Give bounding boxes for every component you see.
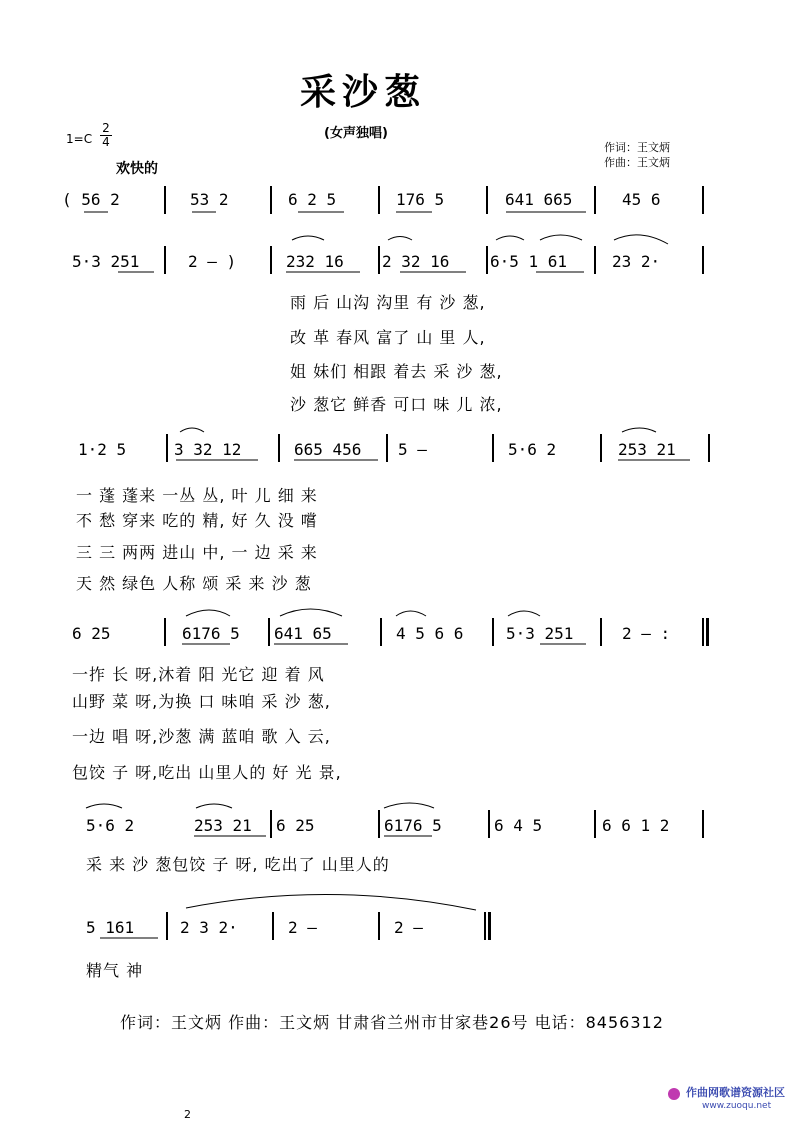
measure: 5·6 2 xyxy=(508,440,557,459)
lyric-line: 山野 菜 呀,为换 口 味咱 采 沙 葱, xyxy=(72,692,331,711)
lyric-line: 天 然 绿色 人称 颂 采 来 沙 葱 xyxy=(76,574,312,593)
measure: 5·6 2 xyxy=(86,816,135,835)
barline xyxy=(166,912,168,940)
measure: 641 665 xyxy=(505,190,573,209)
measure: 23 2· xyxy=(612,252,661,271)
measure: 2 – xyxy=(394,918,423,937)
measure: 6 25 xyxy=(276,816,315,835)
end-repeat-barline xyxy=(706,618,709,646)
watermark-url: www.zuoqu.net xyxy=(702,1101,772,1111)
barline xyxy=(378,246,380,274)
measure: 6 2 5 xyxy=(288,190,337,209)
time-signature-bottom: 4 xyxy=(100,135,112,149)
measure: 5 161 xyxy=(86,918,135,937)
barline xyxy=(594,186,596,214)
watermark-text: 作曲网歌谱资源社区 xyxy=(686,1086,785,1099)
barline xyxy=(380,618,382,646)
measure: 2 3 2· xyxy=(180,918,238,937)
page-mark: 2 xyxy=(184,1108,191,1121)
lyric-line: 姐 妹们 相跟 着去 采 沙 葱, xyxy=(290,362,503,381)
measure: 53 2 xyxy=(190,190,229,209)
barline xyxy=(702,246,704,274)
barline xyxy=(378,912,380,940)
lyricist-credit: 作词：王文炳 xyxy=(604,141,670,154)
lyric-line: 一 蓬 蓬来 一丛 丛, 叶 儿 细 来 xyxy=(76,486,318,505)
measure: 1·2 5 xyxy=(78,440,127,459)
lyric-line: 精气 神 xyxy=(86,961,144,980)
measure: 6·5 1 61 xyxy=(490,252,568,271)
measure: 5·3 251 xyxy=(506,624,574,643)
barline xyxy=(484,912,486,940)
measure: 176 5 xyxy=(396,190,445,209)
watermark-logo-icon xyxy=(668,1088,680,1100)
barline xyxy=(486,246,488,274)
barline xyxy=(594,246,596,274)
lyric-line: 一拃 长 呀,沐着 阳 光它 迎 着 风 xyxy=(72,665,325,684)
barline xyxy=(492,434,494,462)
song-subtitle: (女声独唱) xyxy=(324,126,388,141)
barline xyxy=(708,434,710,462)
barline xyxy=(702,618,704,646)
measure: 6 6 1 2 xyxy=(602,816,670,835)
time-signature xyxy=(100,122,112,149)
measure: 232 16 xyxy=(286,252,344,271)
barline xyxy=(378,186,380,214)
measure: 3 32 12 xyxy=(174,440,242,459)
measure: 6 4 5 xyxy=(494,816,543,835)
lyric-line: 一边 唱 呀,沙葱 满 蓝咱 歌 入 云, xyxy=(72,727,331,746)
barline xyxy=(600,434,602,462)
measure: 253 21 xyxy=(194,816,252,835)
lyric-line: 改 革 春风 富了 山 里 人, xyxy=(290,328,486,347)
barline xyxy=(378,810,380,838)
measure: 2 32 16 xyxy=(382,252,450,271)
barline xyxy=(594,810,596,838)
barline xyxy=(702,810,704,838)
lyric-line: 三 三 两两 进山 中, 一 边 采 来 xyxy=(76,543,318,562)
barline xyxy=(268,618,270,646)
barline xyxy=(270,186,272,214)
song-title: 采沙葱 xyxy=(300,71,427,113)
measure: 45 6 xyxy=(622,190,661,209)
measure: 253 21 xyxy=(618,440,676,459)
lyric-line: 包饺 子 呀,吃出 山里人的 好 光 景, xyxy=(72,763,342,782)
barline xyxy=(164,246,166,274)
barline xyxy=(166,434,168,462)
measure: 2 – : xyxy=(622,624,671,643)
measure: 4 5 6 6 xyxy=(396,624,464,643)
measure: 641 65 xyxy=(274,624,332,643)
measure: 665 456 xyxy=(294,440,362,459)
barline xyxy=(164,618,166,646)
barline xyxy=(600,618,602,646)
final-barline xyxy=(488,912,491,940)
barline xyxy=(486,186,488,214)
barline xyxy=(702,186,704,214)
measure: 6 25 xyxy=(72,624,111,643)
composer-credit: 作曲：王文炳 xyxy=(604,156,670,169)
footer-credits: 作词：王文炳 作曲：王文炳 甘肃省兰州市甘家巷26号 电话：8456312 xyxy=(120,1013,664,1032)
barline xyxy=(270,810,272,838)
barline xyxy=(488,810,490,838)
time-signature-top: 2 xyxy=(102,121,110,135)
key-signature: 1=C xyxy=(66,132,93,146)
barline xyxy=(386,434,388,462)
barline xyxy=(492,618,494,646)
measure: 6176 5 xyxy=(182,624,240,643)
measure: 2 – ) xyxy=(188,252,237,271)
lyric-line: 采 来 沙 葱包饺 子 呀, 吃出了 山里人的 xyxy=(86,855,390,874)
lyric-line: 雨 后 山沟 沟里 有 沙 葱, xyxy=(290,293,486,312)
lyric-line: 沙 葱它 鲜香 可口 味 儿 浓, xyxy=(290,395,503,414)
measure: 2 – xyxy=(288,918,317,937)
measure: 5·3 251 xyxy=(72,252,140,271)
measure: 5 – xyxy=(398,440,427,459)
measure: ( 56 2 xyxy=(62,190,120,209)
barline xyxy=(272,912,274,940)
lyric-line: 不 愁 穿来 吃的 精, 好 久 没 嚐 xyxy=(76,511,318,530)
barline xyxy=(270,246,272,274)
measure: 6176 5 xyxy=(384,816,442,835)
barline xyxy=(278,434,280,462)
tempo-marking: 欢快的 xyxy=(116,161,158,177)
barline xyxy=(164,186,166,214)
